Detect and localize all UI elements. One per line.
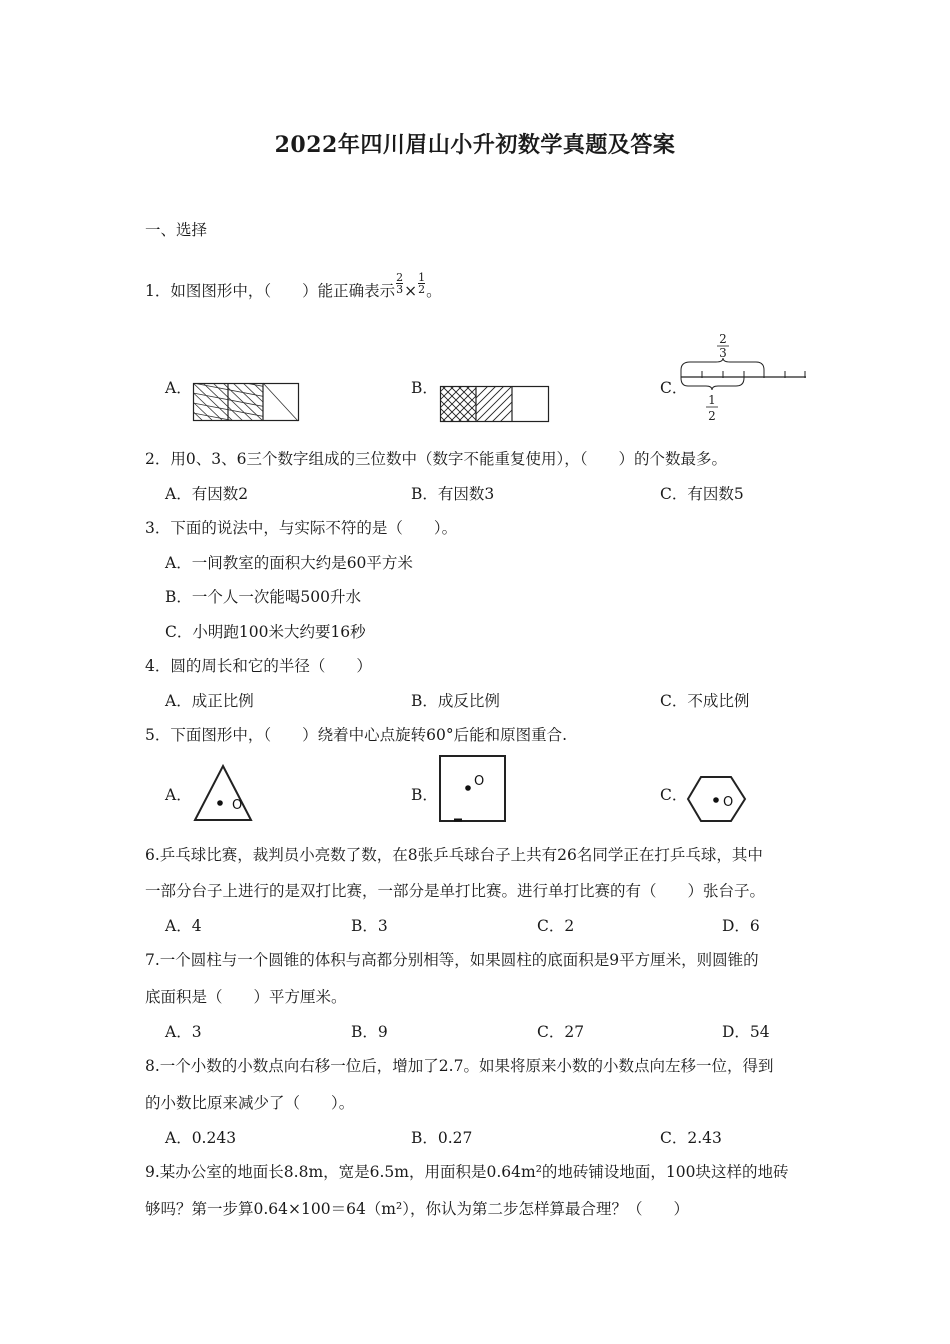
center-point-label: O: [232, 798, 243, 813]
q4-option-c: C．不成比例: [660, 692, 750, 710]
question-1-text: 1．如图图形中，（ ）能正确表示: [145, 282, 396, 300]
question-1: 1．如图图形中，（ ）能正确表示 $\frac{2}{3}$ × $\frac{1}{2}$ 。: [145, 270, 442, 300]
q4-option-a: A．成正比例: [165, 692, 254, 710]
q1-option-a-label: A．: [165, 379, 192, 397]
times-sign: ×: [404, 282, 418, 300]
fraction-one-half: $\frac{1}{2}$: [418, 270, 426, 296]
q5-option-b-label: B．: [411, 786, 438, 804]
question-8-line-2: 的小数比原来减少了（ ）。: [145, 1094, 355, 1112]
section-heading: 一、选择: [145, 221, 208, 239]
question-2-text: 2．用0、3、6三个数字组成的三位数中（数字不能重复使用），（ ）的个数最多。: [145, 450, 727, 468]
q5-option-c-label: C．: [660, 786, 688, 804]
q7-option-d: D．54: [722, 1023, 770, 1041]
c-bottom-denominator: 2: [708, 409, 716, 423]
q5-option-a-label: A．: [165, 786, 192, 804]
question-5-text: 5．下面图形中，（ ）绕着中心点旋转60°后能和原图重合.: [145, 726, 568, 744]
question-9-line-2: 够吗？第一步算0.64×100＝64（m²），你认为第二步怎样算最合理？（ ）: [145, 1200, 689, 1218]
q1-option-a-figure: [193, 383, 299, 421]
q3-option-c: C．小明跑100米大约要16秒: [165, 623, 366, 641]
question-4-text: 4．圆的周长和它的半径（ ）: [145, 657, 372, 675]
c-top-numerator: 2: [719, 332, 727, 346]
fraction-two-thirds: $\frac{2}{3}$: [396, 270, 404, 296]
question-9-line-1: 9.某办公室的地面长8.8m，宽是6.5m，用面积是0.64m²的地砖铺设地面，100块这样的地砖: [145, 1163, 789, 1181]
q8-option-c: C．2.43: [660, 1129, 722, 1147]
center-point-label: O: [474, 774, 485, 789]
q1-option-b-label: B．: [411, 379, 438, 397]
question-3-text: 3．下面的说法中，与实际不符的是（ ）。: [145, 519, 458, 537]
question-7-line-2: 底面积是（ ）平方厘米。: [145, 988, 347, 1006]
q7-option-b: B．9: [351, 1023, 388, 1041]
q3-option-b: B．一个人一次能喝500升水: [165, 588, 361, 606]
q5-hexagon-figure: [686, 775, 750, 825]
q4-option-b: B．成反比例: [411, 692, 500, 710]
q8-option-a: A．0.243: [165, 1129, 237, 1147]
q6-option-b: B．3: [351, 917, 388, 935]
q2-option-c: C．有因数5: [660, 485, 744, 503]
q3-option-a: A．一间教室的面积大约是60平方米: [165, 554, 413, 572]
q2-option-a: A．有因数2: [165, 485, 249, 503]
question-6-line-2: 一部分台子上进行的是双打比赛，一部分是单打比赛。进行单打比赛的有（ ）张台子。: [145, 882, 766, 900]
q5-triangle-figure: [194, 763, 280, 823]
q7-option-c: C．27: [537, 1023, 585, 1041]
q7-option-a: A．3: [165, 1023, 202, 1041]
q6-option-a: A．4: [165, 917, 202, 935]
q2-option-b: B．有因数3: [411, 485, 495, 503]
q1-option-c-label: C．: [660, 379, 688, 397]
c-bottom-numerator: 1: [708, 393, 716, 407]
q1-option-c-figure: [678, 332, 808, 424]
q6-option-d: D．6: [722, 917, 760, 935]
q8-option-b: B．0.27: [411, 1129, 473, 1147]
q1-option-b-figure: [440, 386, 550, 422]
question-8-line-1: 8.一个小数的小数点向右移一位后，增加了2.7。如果将原来小数的小数点向左移一位，得到: [145, 1057, 774, 1075]
question-6-line-1: 6.乒乓球比赛，裁判员小亮数了数，在8张乒乓球台子上共有26名同学正在打乒乓球，其中: [145, 846, 763, 864]
q5-square-figure: [438, 754, 508, 824]
c-top-denominator: 3: [719, 346, 727, 360]
center-point-label: O: [723, 795, 734, 810]
page-title: 2022年四川眉山小升初数学真题及答案: [274, 132, 676, 158]
question-7-line-1: 7.一个圆柱与一个圆锥的体积与高都分别相等，如果圆柱的底面积是9平方厘米，则圆锥的: [145, 951, 759, 969]
q6-option-c: C．2: [537, 917, 575, 935]
